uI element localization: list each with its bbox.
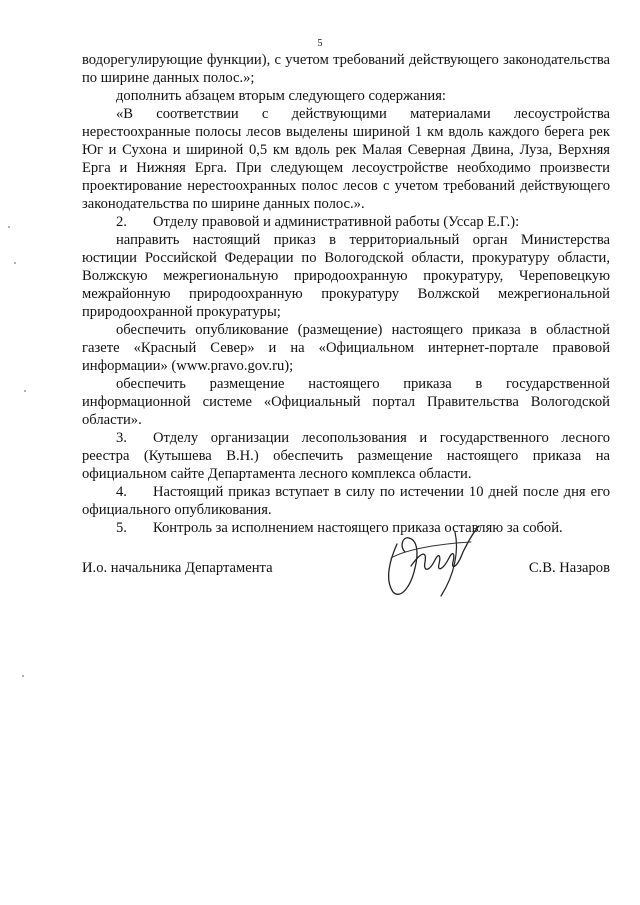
page-number: 5: [317, 38, 323, 49]
handwritten-signature: [375, 522, 485, 602]
scan-speck: [22, 675, 24, 677]
signatory-title: И.о. начальника Департамента: [82, 560, 273, 576]
item-number: 2.: [116, 214, 127, 230]
numbered-item: [82, 213, 610, 231]
signatory-name: С.В. Назаров: [528, 560, 610, 576]
paragraph: направить настоящий приказ в территориальный орган Министерства юстиции Российской Федерации по Вологодской области, прокуратуру области, Волжскую межрегиональную природоохранную прокуратуру, Череповецкую межрайонную природоохранную прокуратуру Волжской межрегиональной природоохранной прокуратуры;: [82, 232, 610, 320]
numbered-item: [82, 483, 610, 519]
paragraph: дополнить абзацем вторым следующего содержания:: [116, 88, 446, 104]
item-number: 5.: [116, 520, 127, 536]
numbered-item: [82, 519, 610, 537]
item-text: Отделу организации лесопользования и государственного лесного реестра (Кутышева В.Н.) обеспечить размещение настоящего приказа на официальном сайте Департамента лесного комплекса области.: [82, 430, 610, 482]
document-body: [82, 51, 610, 537]
item-number: 4.: [116, 484, 127, 500]
scan-speck: [8, 226, 10, 228]
item-number: 3.: [116, 430, 127, 446]
scan-speck: [24, 390, 26, 392]
item-text: Контроль за исполнением настоящего приказа оставляю за собой.: [153, 520, 563, 536]
item-text: Отделу правовой и административной работы (Уссар Е.Г.):: [153, 214, 520, 230]
paragraph: обеспечить размещение настоящего приказа в государственной информационной системе «Официальный портал Правительства Вологодской области».: [82, 376, 610, 428]
paragraph: «В соответствии с действующими материалами лесоустройства нерестоохранные полосы лесов выделены шириной 1 км вдоль каждого берега рек Юг и Сухона и шириной 0,5 км вдоль рек Малая Северная Двина, Луза, Верхняя Ерга и Нижняя Ерга. При следующем лесоустройстве необходимо произвести проектирование нерестоохранных полос лесов с учетом требований действующего законодательства по ширине данных полос.».: [82, 106, 610, 212]
paragraph: водорегулирующие функции), с учетом требований действующего законодательства по ширине данных полос.»;: [82, 52, 610, 86]
item-text: Настоящий приказ вступает в силу по истечении 10 дней после дня его официального опубликования.: [82, 484, 610, 518]
scan-speck: [14, 262, 16, 264]
numbered-item: [82, 429, 610, 483]
paragraph: обеспечить опубликование (размещение) настоящего приказа в областной газете «Красный Север» и на «Официальном интернет-портале правовой информации» (www.pravo.gov.ru);: [82, 322, 610, 374]
